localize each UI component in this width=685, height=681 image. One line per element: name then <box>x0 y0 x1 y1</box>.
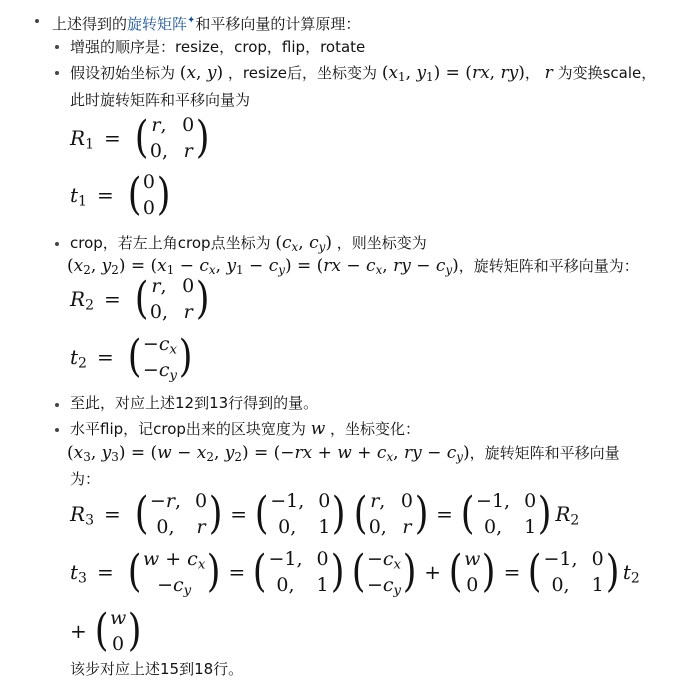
assume-line2: 此时旋转矩阵和平移向量为 <box>70 91 251 109</box>
math-r: r <box>544 63 553 83</box>
math-xy: (x, y) <box>179 63 224 83</box>
math-w: w <box>310 419 326 439</box>
bullet-crop <box>55 242 59 246</box>
bullet-summary1 <box>55 403 59 407</box>
eq-t2: $t_2$ = ( $-c_x$ $-c_y$ ) <box>70 331 193 384</box>
eq-t3: $t_3$ = ( $w + c_x$ $-c_y$ ) = ( −1, 0 0, 1 ) ( $-c_x$ $-c_y$ ) + ( w 0 ) = ( −1, 0 0, 1 ) $t_2$ <box>70 546 640 599</box>
math-x3y3: ($x_3$, $y_3) = (w - x_2$, $y_2) = (-rx + w + c_x$, ry − $c_y$) <box>67 443 470 464</box>
bullet-top <box>35 19 39 23</box>
eq-R2: $R_2$ = ( r, 0 0, r ) <box>70 273 210 324</box>
crop-line: crop，若左上角crop点坐标为 ($c_x$, $c_y$) ，则坐标变为 <box>70 233 427 254</box>
sparkle-icon: ✦ <box>187 15 196 26</box>
top-suffix: 和平移向量的计算原理： <box>195 15 361 33</box>
flip-line2: ($x_3$, $y_3) = (w - x_2$, $y_2) = (-rx + w + c_x$, ry − $c_y$)，旋转矩阵和平移向量 <box>67 443 620 464</box>
crop-line2: ($x_2$, $y_2) = (x_1 - c_x$, $y_1 - c_y) = (rx - c_x$, ry − $c_y$)，旋转矩阵和平移向量为： <box>67 256 639 277</box>
math-cxcy: ($c_x$, $c_y$) <box>275 233 332 254</box>
summary1: 至此，对应上述12到13行得到的量。 <box>70 394 319 412</box>
summary2: 该步对应上述15到18行。 <box>70 660 244 678</box>
top-line <box>52 11 360 34</box>
eq-R1: $R_1$ = ( r, 0 0, r ) <box>70 112 210 163</box>
order-line: 增强的顺序是：resize，crop，flip，rotate <box>70 38 366 56</box>
bullet-assume <box>55 71 59 75</box>
bullet-order <box>55 45 59 49</box>
assume-line: 假设初始坐标为 (x, y) ，resize后，坐标变为 ($x_1$, $y_1) = (rx$, ry)， r 为变换scale， <box>70 63 657 84</box>
rotation-matrix-link[interactable]: 旋转矩阵 <box>127 15 188 33</box>
top-prefix: 上述得到的 <box>52 15 128 33</box>
flip-line3: 为： <box>70 470 101 488</box>
eq-t1: $t_1$ = ( 0 0 ) <box>70 169 171 220</box>
eq-t3-cont: + ( w 0 ) <box>70 605 142 656</box>
flip-line: 水平flip，记crop出来的区块宽度为 w ，坐标变化： <box>70 419 421 439</box>
math-x2y2: ($x_2$, $y_2) = (x_1 - c_x$, $y_1 - c_y) = (rx - c_x$, ry − $c_y$) <box>67 256 459 277</box>
math-x1y1: ($x_1$, $y_1) = (rx$, ry) <box>381 63 525 84</box>
eq-R3: $R_3$ = ( −r, 0 0, r ) = ( −1, 0 0, 1 ) ( r, 0 0, r ) = ( −1, 0 0, 1 ) $R_2$ <box>70 488 580 539</box>
bullet-flip <box>55 428 59 432</box>
